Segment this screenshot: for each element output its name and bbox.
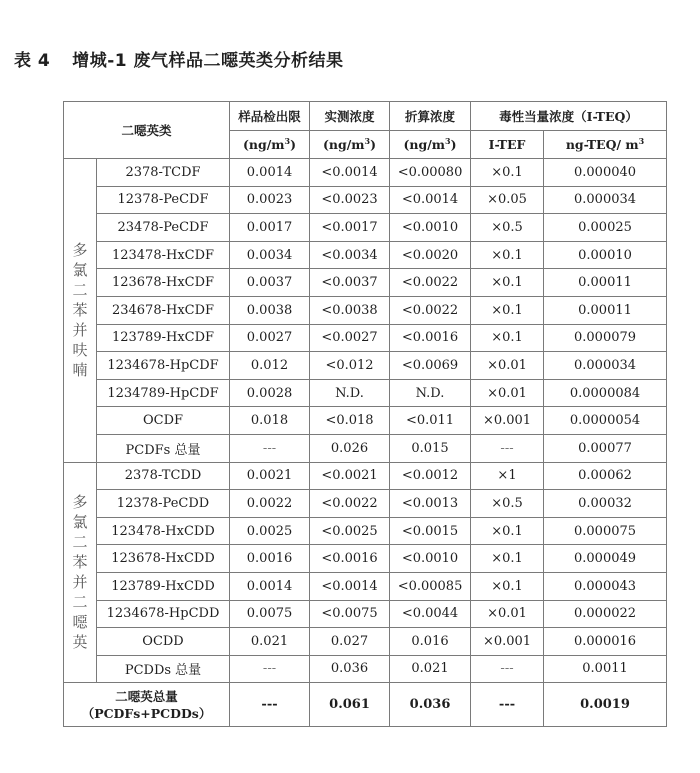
total-measured: 0.061: [310, 683, 390, 727]
cell-measured: 0.026: [310, 434, 390, 462]
cell-detection-limit: 0.0017: [230, 214, 310, 242]
cell-detection-limit: 0.0075: [230, 600, 310, 628]
cell-detection-limit: 0.012: [230, 352, 310, 380]
cell-measured: 0.027: [310, 628, 390, 656]
cell-measured: <0.0038: [310, 296, 390, 324]
cell-detection-limit: 0.0014: [230, 572, 310, 600]
group-label-char: 苯: [72, 553, 88, 572]
group-label-char: 二: [72, 281, 88, 300]
cell-converted: <0.0022: [390, 296, 471, 324]
cell-itef: ×0.1: [471, 241, 544, 269]
table-title: 增城-1 废气样品二噁英类分析结果: [72, 51, 344, 71]
cell-itef: ×0.5: [471, 214, 544, 242]
cell-teq: 0.000079: [544, 324, 667, 352]
cell-converted: <0.0044: [390, 600, 471, 628]
group-label-char: 多: [72, 493, 88, 512]
cell-compound: PCDDs 总量: [97, 655, 230, 683]
cell-measured: <0.0027: [310, 324, 390, 352]
cell-itef: ×0.01: [471, 600, 544, 628]
cell-compound: 123678-HxCDF: [97, 269, 230, 297]
group-label-char: 二: [72, 533, 88, 552]
cell-compound: 123678-HxCDD: [97, 545, 230, 573]
cell-itef: ×0.1: [471, 159, 544, 187]
cell-converted: <0.0012: [390, 462, 471, 490]
cell-detection-limit: 0.0034: [230, 241, 310, 269]
cell-converted: <0.0020: [390, 241, 471, 269]
cell-detection-limit: 0.021: [230, 628, 310, 656]
cell-measured: <0.012: [310, 352, 390, 380]
dioxin-results-table: [63, 101, 667, 727]
cell-measured: <0.0017: [310, 214, 390, 242]
cell-measured: <0.0016: [310, 545, 390, 573]
cell-teq: 0.00032: [544, 490, 667, 518]
cell-teq: 0.0000054: [544, 407, 667, 435]
cell-compound: 123789-HxCDD: [97, 572, 230, 600]
cell-compound: 1234789-HpCDF: [97, 379, 230, 407]
cell-detection-limit: 0.0014: [230, 159, 310, 187]
cell-compound: 123478-HxCDD: [97, 517, 230, 545]
cell-converted: <0.011: [390, 407, 471, 435]
cell-detection-limit: ---: [230, 434, 310, 462]
cell-compound: 2378-TCDD: [97, 462, 230, 490]
header-converted: 折算浓度: [390, 102, 471, 131]
cell-itef: ---: [471, 434, 544, 462]
cell-converted: <0.0010: [390, 214, 471, 242]
table-row: [64, 269, 667, 297]
cell-compound: 2378-TCDF: [97, 159, 230, 187]
table-row: [64, 407, 667, 435]
cell-itef: ---: [471, 655, 544, 683]
table-row: [64, 186, 667, 214]
cell-teq: 0.000040: [544, 159, 667, 187]
cell-compound: PCDFs 总量: [97, 434, 230, 462]
group-label-char: 噁: [72, 613, 88, 632]
cell-detection-limit: 0.0027: [230, 324, 310, 352]
cell-teq: 0.00062: [544, 462, 667, 490]
total-detection-limit: ---: [230, 683, 310, 727]
total-label: [64, 683, 230, 727]
cell-itef: ×0.1: [471, 324, 544, 352]
table-row: [64, 545, 667, 573]
cell-compound: 12378-PeCDF: [97, 186, 230, 214]
table-row: [64, 462, 667, 490]
cell-detection-limit: 0.0016: [230, 545, 310, 573]
cell-teq: 0.000075: [544, 517, 667, 545]
table-row: [64, 517, 667, 545]
group-label-pcdf: [64, 159, 97, 463]
table-body: [64, 159, 667, 727]
cell-converted: <0.0022: [390, 269, 471, 297]
group-label-char: 氯: [72, 513, 88, 532]
cell-compound: OCDF: [97, 407, 230, 435]
unit-measured: $(ng/m^3)$: [310, 131, 390, 159]
cell-converted: 0.016: [390, 628, 471, 656]
cell-measured: <0.0034: [310, 241, 390, 269]
cell-teq: 0.000022: [544, 600, 667, 628]
cell-converted: <0.0016: [390, 324, 471, 352]
table-row: [64, 379, 667, 407]
cell-itef: ×0.1: [471, 269, 544, 297]
table-row: [64, 296, 667, 324]
cell-teq: 0.0011: [544, 655, 667, 683]
cell-itef: ×0.01: [471, 352, 544, 380]
cell-converted: <0.0014: [390, 186, 471, 214]
cell-teq: 0.00011: [544, 269, 667, 297]
cell-detection-limit: 0.0022: [230, 490, 310, 518]
table-caption: [14, 46, 344, 71]
group-label-char: 二: [72, 593, 88, 612]
header-measured: 实测浓度: [310, 102, 390, 131]
table-row: [64, 241, 667, 269]
table-row: [64, 490, 667, 518]
cell-itef: ×0.001: [471, 628, 544, 656]
group-label-char: 多: [72, 241, 88, 260]
cell-compound: 12378-PeCDD: [97, 490, 230, 518]
cell-teq: 0.00025: [544, 214, 667, 242]
cell-measured: <0.0023: [310, 186, 390, 214]
table-row: [64, 434, 667, 462]
cell-measured: <0.0037: [310, 269, 390, 297]
table-row: [64, 572, 667, 600]
cell-measured: <0.0025: [310, 517, 390, 545]
total-converted: 0.036: [390, 683, 471, 727]
cell-compound: 123789-HxCDF: [97, 324, 230, 352]
cell-measured: <0.0014: [310, 572, 390, 600]
cell-teq: 0.000049: [544, 545, 667, 573]
cell-detection-limit: 0.0021: [230, 462, 310, 490]
cell-detection-limit: 0.0037: [230, 269, 310, 297]
cell-itef: ×0.01: [471, 379, 544, 407]
cell-itef: ×0.001: [471, 407, 544, 435]
cell-converted: <0.00080: [390, 159, 471, 187]
table-row: [64, 324, 667, 352]
group-label-char: 喃: [72, 361, 88, 380]
group-label-char: 苯: [72, 301, 88, 320]
cell-teq: 0.000043: [544, 572, 667, 600]
cell-detection-limit: 0.0025: [230, 517, 310, 545]
cell-teq: 0.00077: [544, 434, 667, 462]
group-label-pcdd: [64, 462, 97, 683]
table-row: [64, 159, 667, 187]
table-row: [64, 655, 667, 683]
cell-converted: 0.015: [390, 434, 471, 462]
cell-measured: <0.0021: [310, 462, 390, 490]
cell-converted: N.D.: [390, 379, 471, 407]
cell-measured: N.D.: [310, 379, 390, 407]
cell-measured: <0.0075: [310, 600, 390, 628]
cell-detection-limit: ---: [230, 655, 310, 683]
cell-compound: 1234678-HpCDD: [97, 600, 230, 628]
cell-teq: 0.00011: [544, 296, 667, 324]
cell-converted: <0.0013: [390, 490, 471, 518]
cell-converted: <0.0015: [390, 517, 471, 545]
unit-converted: $(ng/m^3)$: [390, 131, 471, 159]
cell-detection-limit: 0.0038: [230, 296, 310, 324]
table-row: [64, 352, 667, 380]
cell-detection-limit: 0.0028: [230, 379, 310, 407]
header-toxic-equiv: 毒性当量浓度（I-TEQ）: [471, 102, 667, 131]
cell-compound: 23478-PeCDF: [97, 214, 230, 242]
cell-measured: 0.036: [310, 655, 390, 683]
cell-itef: ×0.1: [471, 517, 544, 545]
group-label-char: 氯: [72, 261, 88, 280]
cell-itef: ×0.1: [471, 545, 544, 573]
cell-itef: ×1: [471, 462, 544, 490]
group-label-char: 并: [72, 573, 88, 592]
cell-teq: 0.000034: [544, 186, 667, 214]
cell-compound: OCDD: [97, 628, 230, 656]
cell-itef: ×0.05: [471, 186, 544, 214]
table-number: 表 4: [14, 51, 51, 71]
table-row: [64, 214, 667, 242]
header-detection-limit: 样品检出限: [230, 102, 310, 131]
cell-teq: 0.00010: [544, 241, 667, 269]
total-itef: ---: [471, 683, 544, 727]
cell-measured: <0.0014: [310, 159, 390, 187]
cell-detection-limit: 0.0023: [230, 186, 310, 214]
cell-teq: 0.0000084: [544, 379, 667, 407]
group-label-char: 英: [72, 633, 88, 652]
cell-converted: 0.021: [390, 655, 471, 683]
cell-converted: <0.0069: [390, 352, 471, 380]
cell-measured: <0.0022: [310, 490, 390, 518]
cell-itef: ×0.1: [471, 572, 544, 600]
cell-detection-limit: 0.018: [230, 407, 310, 435]
unit-detection-limit: $(ng/m^3)$: [230, 131, 310, 159]
cell-itef: ×0.5: [471, 490, 544, 518]
cell-measured: <0.018: [310, 407, 390, 435]
total-label-line1: 二噁英总量: [115, 688, 178, 704]
table-row: [64, 600, 667, 628]
cell-compound: 123478-HxCDF: [97, 241, 230, 269]
header-row: [64, 102, 667, 131]
total-teq: 0.0019: [544, 683, 667, 727]
header-category: 二噁英类: [64, 102, 230, 159]
cell-teq: 0.000016: [544, 628, 667, 656]
group-label-char: 并: [72, 321, 88, 340]
cell-teq: 0.000034: [544, 352, 667, 380]
cell-compound: 1234678-HpCDF: [97, 352, 230, 380]
table-row: [64, 628, 667, 656]
cell-compound: 234678-HxCDF: [97, 296, 230, 324]
group-label-char: 呋: [72, 341, 88, 360]
cell-itef: ×0.1: [471, 296, 544, 324]
header-itef: I-TEF: [471, 131, 544, 159]
cell-converted: <0.00085: [390, 572, 471, 600]
cell-converted: <0.0010: [390, 545, 471, 573]
total-row: [64, 683, 667, 727]
header-teq-unit: ng-TEQ/ $m^3$: [544, 131, 667, 159]
total-label-line2: （PCDFs+PCDDs）: [81, 705, 212, 721]
